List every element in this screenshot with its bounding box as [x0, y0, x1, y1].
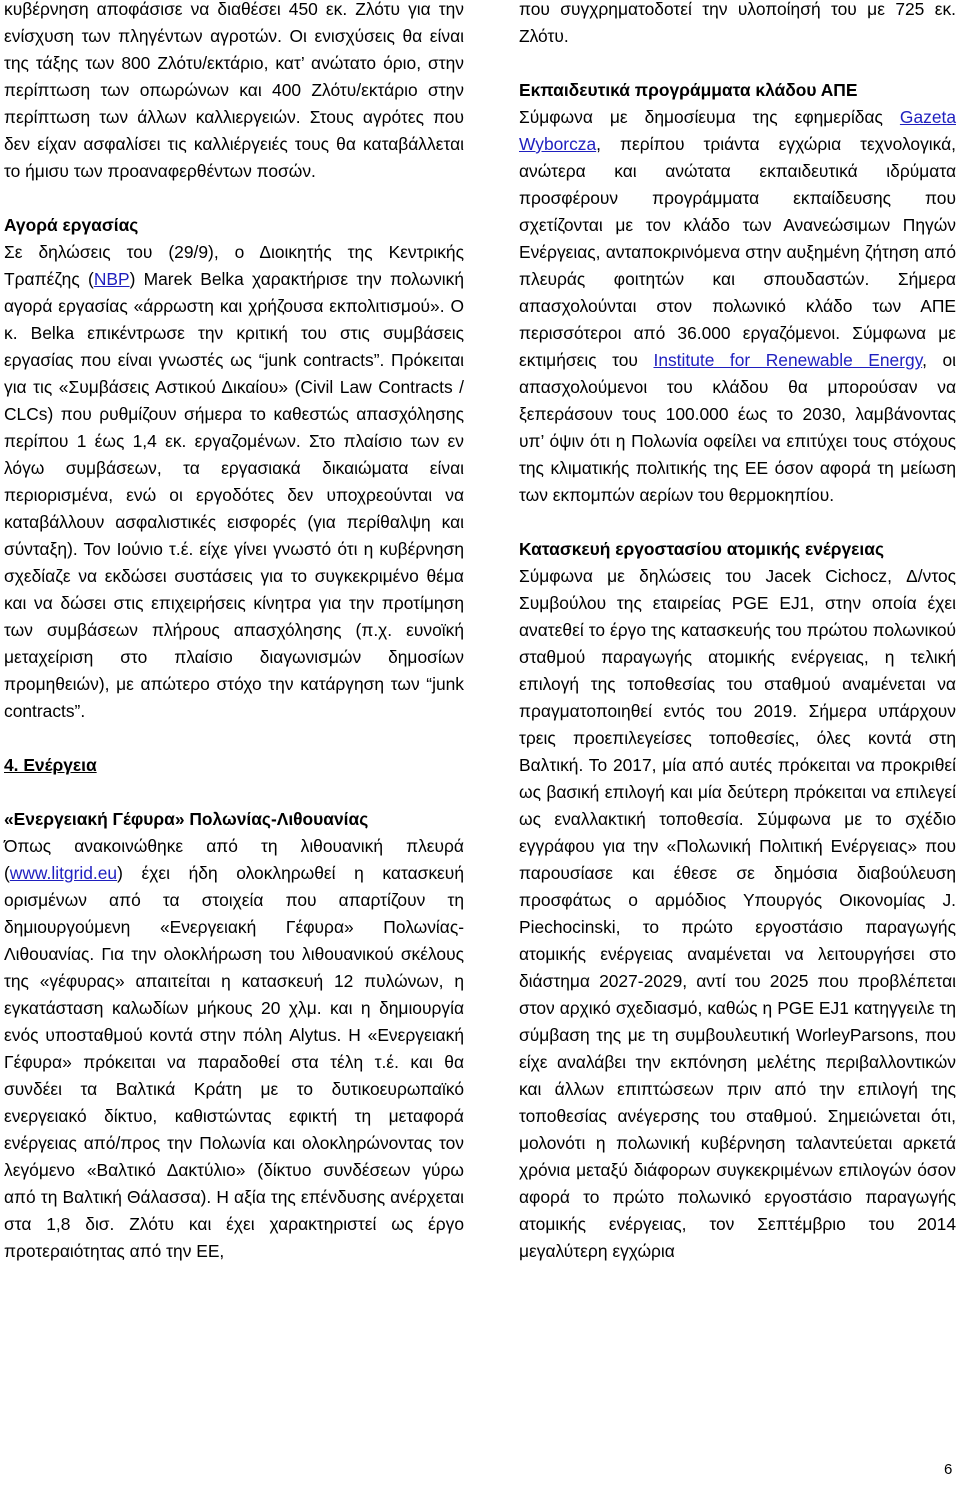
labor-market-paragraph	[4, 239, 464, 725]
energy-bridge-text-b: ) έχει ήδη ολοκληρωθεί η κατασκευή ορισμένων από τα στοιχεία που απαρτίζουν τη δημιουργούμενη «Ενεργειακή Γέφυρα» Πολωνίας-Λιθουανίας. Για την ολοκλήρωση του λιθουανικού σκέλους της «γέφυρας» απαιτείται η κατασκευή 12 πυλώνων, η εγκατάσταση καλωδίων μήκους 20 χλμ. και η δημιουργία ενός υποσταθμού κοντά στην πόλη Alytus. Η «Ενεργειακή Γέφυρα» πρόκειται να παραδοθεί στα τέλη τ.έ. και θα συνδέει τα Βαλτικά Κράτη με το δυτικοευρωπαϊκό ενεργειακό δίκτυο, καθιστώντας εφικτή τη μεταφορά ενέργειας από/προς την Πολωνία και ολοκληρώνοντας τον λεγόμενο «Βαλτικό Δακτύλιο» (δίκτυο συνδέσεων γύρω από τη Βαλτική Θάλασσα). Η αξία της επένδυσης ανέρχεται στα 1,8 δισ. Ζλότυ και έχει χαρακτηριστεί ως έργο προτεραιότητας από την ΕΕ,	[4, 863, 464, 1261]
labor-market-heading: Αγορά εργασίας	[4, 215, 139, 235]
energy-bridge-heading: «Ενεργειακή Γέφυρα» Πολωνίας-Λιθουανίας	[4, 809, 369, 829]
energy-bridge-paragraph	[4, 833, 464, 1265]
litgrid-link[interactable]: www.litgrid.eu	[9, 863, 118, 883]
nuclear-plant-paragraph: Σύμφωνα με δηλώσεις του Jacek Cichocz, Δ/ντος Συμβούλου της εταιρείας PGE EJ1, στην οποία έχει ανατεθεί το έργο της κατασκευής του πρώτου πολωνικού σταθμού παραγωγής ατομικής ενέργειας, η τελική επιλογή της τοποθεσίας του σταθμού αναμένεται να πραγματοποιηθεί εντός του 2019. Σήμερα υπάρχουν τρεις προεπιλεγείσες τοποθεσίες, όλες κοντά στη Βαλτική. Το 2017, μία από αυτές πρόκειται να προκριθεί ως βασική επιλογή και μία δεύτερη πρόκειται να επιλεγεί ως εναλλακτική τοποθεσία. Σύμφωνα με το σχέδιο εγγράφου για την «Πολωνική Πολιτική Ενέργειας» που παρουσίασε και έθεσε σε δημόσια διαβούλευση προσφάτως ο αρμόδιος Υπουργός Οικονομίας J. Piechocinski, το πρώτο εργοστάσιο παραγωγής ατομικής ενέργειας αναμένεται να λειτουργήσει στο διάστημα 2027-2029, αντί του 2025 που προβλέπεται στον αρχικό σχεδιασμό, καθώς η PGE EJ1 κατηγγειλε τη σύμβαση της με τη συμβουλευτική WorleyParsons, που είχε αναλάβει την εκπόνηση μελέτης περιβαλλοντικών και άλλων επιπτώσεων πριν από την επιλογή της τοποθεσίας ανέγερσης του σταθμού. Σημειώνεται ότι, μολονότι η πολωνική κυβέρνηση ταλαντεύεται αρκετά χρόνια μεταξύ διάφορων συγκεκριμένων επιλογών όσον αφορά το πρώτο πολωνικό εργοστάσιο παραγωγής ατομικής ενέργειας, τον Σεπτέμβριο του 2014 μεγαλύτερη εγχώρια	[519, 566, 956, 1261]
continuation-paragraph: που συγχρηματοδοτεί την υλοποίησή του με 725 εκ. Ζλότυ.	[519, 0, 956, 46]
right-column	[519, 0, 956, 1265]
energy-bridge-text-a: Όπως ανακοινώθηκε από τη λιθουανική πλευρά (	[4, 836, 464, 883]
gazeta-wyborcza-link[interactable]: Gazeta Wyborcza	[519, 107, 956, 154]
left-column	[4, 0, 464, 1265]
renewable-education-paragraph	[519, 104, 956, 509]
labor-market-text-b: ) Marek Belka χαρακτήρισε την πολωνική αγορά εργασίας «άρρωστη και χρήζουσα εκπολιτισμού». Ο κ. Belka επικέντρωσε την κριτική του στις συμβάσεις εργασίας που είναι γνωστές ως “junk contracts”. Πρόκειται για τις «Συμβάσεις Αστικού Δικαίου» (Civil Law Contracts / CLCs) που ρυθμίζουν σήμερα το καθεστώς απασχόλησης περίπου 1 έως 1,4 εκ. εργαζομένων. Στο πλαίσιο των εν λόγω συμβάσεων, τα εργασιακά δικαιώματα είναι περιορισμένα, ενώ οι εργοδότες δεν υποχρεούνται να καταβάλλουν ασφαλιστικές εισφορές (για περίθαλψη και σύνταξη). Τον Ιούνιο τ.έ. είχε γίνει γνωστό ότι η κυβέρνηση σχεδίαζε να εκδώσει συστάσεις για το συγκεκριμένο θέμα και να δώσει στις επιχειρήσεις κίνητρα για την προτίμηση των συμβάσεων πλήρους απασχόλησης (π.χ. ευνοϊκή μεταχείριση στο πλαίσιο διαγωνισμών δημοσίων προμηθειών), με απώτερο στόχο την κατάργηση των “junk contracts”.	[4, 269, 464, 721]
nbp-link[interactable]: NBP	[93, 269, 130, 289]
page-number: 6	[944, 1461, 953, 1478]
institute-renewable-energy-link[interactable]: Institute for Renewable Energy	[653, 350, 923, 370]
renewable-text-a: Σύμφωνα με δημοσίευμα της εφημερίδας	[519, 107, 900, 127]
labor-market-text-a: Σε δηλώσεις του (29/9), ο Διοικητής της Κεντρικής Τραπέζης (	[4, 242, 464, 289]
renewable-education-heading: Εκπαιδευτικά προγράμματα κλάδου ΑΠΕ	[519, 80, 858, 100]
nuclear-plant-heading: Κατασκευή εργοστασίου ατομικής ενέργειας	[519, 539, 884, 559]
intro-paragraph: κυβέρνηση αποφάσισε να διαθέσει 450 εκ. Ζλότυ για την ενίσχυση των πληγέντων αγροτών. Οι ενισχύσεις θα είναι της τάξης των 800 Ζλότυ/εκτάριο, κατ’ ανώτατο όριο, στην περίπτωση των οπωρώνων και 400 Ζλότυ/εκτάριο στην περίπτωση των άλλων καλλιεργειών. Στους αγρότες που δεν είχαν ασφαλίσει τις καλλιέργειές τους θα καταβάλλεται το ήμισυ των προαναφερθέντων ποσών.	[4, 0, 464, 181]
renewable-text-c: , οι απασχολούμενοι του κλάδου θα μπορούσαν να ξεπεράσουν τους 100.000 έως το 2030, λαμβάνοντας υπ’ όψιν ότι η Πολωνία οφείλει να επιτύχει τους στόχους της κλιματικής πολιτικής της ΕΕ όσον αφορά τη μείωση των εκπομπών αερίων του θερμοκηπίου.	[519, 350, 957, 505]
section-heading-energy: 4. Ενέργεια	[4, 755, 97, 775]
renewable-text-b: , περίπου τριάντα εγχώρια τεχνολογικά, ανώτερα και ανώτατα εκπαιδευτικά ιδρύματα προσφέρουν προγράμματα εκπαίδευσης που σχετίζονται με τον κλάδο των Ανανεώσιμων Πηγών Ενέργειας, ανταποκρινόμενα στην αυξημένη ζήτηση από πλευράς φοιτητών και σπουδαστών. Σήμερα απασχολούνται στον πολωνικό κλάδο των ΑΠΕ περισσότεροι από 36.000 εργαζόμενοι. Σύμφωνα με εκτιμήσεις του	[519, 134, 956, 370]
